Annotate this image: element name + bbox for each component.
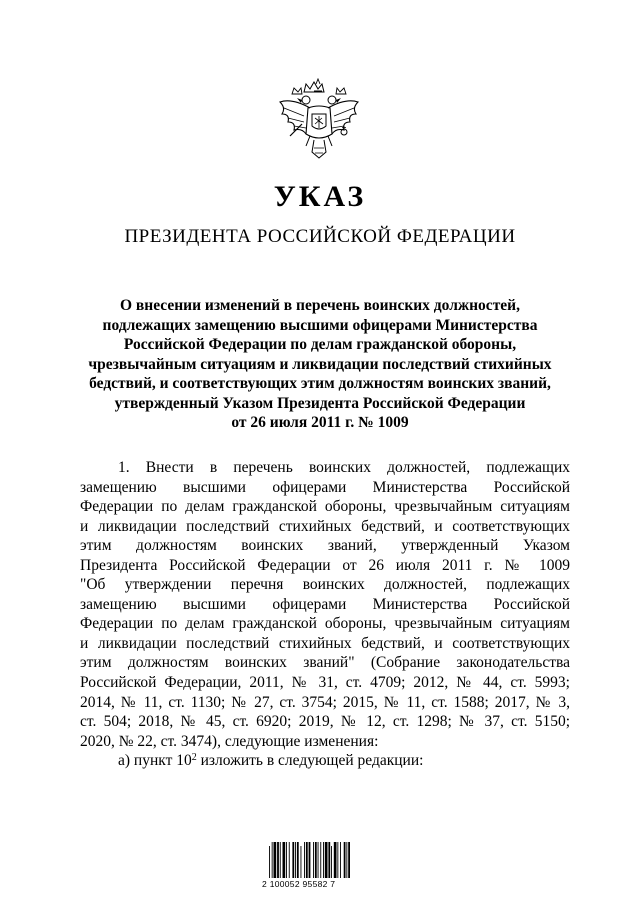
heading-line: Российской Федерации по делам гражданской обороны,: [123, 336, 517, 353]
body-line: и ликвидации последствий стихийных бедствий, и соответствующих: [80, 634, 570, 652]
barcode-image: [268, 842, 352, 878]
subitem-suffix: изложить в следующей редакции:: [196, 752, 424, 770]
barcode-bar: [348, 842, 350, 878]
body-line: 2014, № 11, ст. 1130; № 27, ст. 3754; 2015, № 11, ст. 1588; 2017, № 3,: [80, 693, 570, 711]
barcode-bar: [318, 842, 319, 878]
heading-line: подлежащих замещению высшими офицерами Министерства: [102, 316, 538, 334]
body-line: замещению высшими офицерами Министерства Российской: [80, 478, 570, 496]
subitem-line: [80, 751, 570, 771]
body-line: Федерации по делам гражданской обороны, чрезвычайным ситуациям: [80, 615, 570, 633]
barcode-bar: [309, 842, 311, 878]
heading-line: от 26 июля 2011 г. № 1009: [231, 414, 409, 431]
body-line: и ликвидации последствий стихийных бедствий, и соответствующих: [80, 517, 570, 535]
heading-line: бедствий, и соответствующих этим должностям воинских званий,: [89, 375, 551, 392]
barcode-bar: [277, 842, 279, 878]
barcode-bar: [315, 842, 317, 878]
decree-body: [80, 458, 570, 771]
barcode-bar: [313, 842, 314, 878]
barcode-bar: [325, 842, 328, 878]
barcode-bar: [286, 842, 287, 878]
body-line: Федерации по делам гражданской обороны, чрезвычайным ситуациям: [80, 498, 570, 516]
barcode-bar: [306, 842, 308, 878]
heading-line: утвержденный Указом Президента Российской Федерации: [114, 394, 526, 412]
barcode-bar: [304, 842, 305, 878]
body-line: этим должностям воинских званий, утвержденный Указом: [80, 537, 570, 555]
document-title: УКАЗ: [273, 180, 367, 213]
coat-of-arms-emblem: [270, 78, 368, 168]
barcode-bar: [289, 842, 290, 878]
subitem-superscript: 2: [191, 752, 197, 764]
barcode-bar: [295, 842, 296, 878]
barcode-bar: [297, 842, 299, 878]
barcode-bar: [320, 842, 321, 878]
barcode-bar: [328, 842, 330, 878]
subitem-prefix: а) пункт 10: [118, 752, 192, 770]
barcode-bar: [344, 842, 346, 878]
barcode-bar: [337, 842, 338, 878]
barcode-bar: [334, 842, 337, 878]
barcode-bar: [301, 846, 302, 878]
barcode-bar: [283, 842, 286, 878]
barcode-number: 2 100052 95582 7: [262, 879, 336, 889]
barcode-bar: [280, 842, 281, 878]
heading-line: О внесении изменений в перечень воинских должностей,: [120, 297, 520, 314]
barcode-bar: [346, 842, 347, 878]
body-line: 1. Внести в перечень воинских должностей, подлежащих: [118, 459, 570, 476]
barcode-bar: [323, 842, 324, 878]
body-line: замещению высшими офицерами Министерства Российской: [80, 595, 570, 613]
barcode-bar: [272, 842, 273, 878]
barcode-bar: [292, 842, 294, 878]
body-line: Президента Российской Федерации от 26 июля 2011 г. № 1009: [80, 556, 570, 574]
body-line: этим должностям воинских званий" (Собрание законодательства: [80, 654, 570, 672]
barcode-bar: [269, 846, 270, 878]
body-line: Российской Федерации, 2011, № 31, ст. 4709; 2012, № 44, ст. 5993;: [80, 674, 570, 692]
barcode-bar: [340, 842, 341, 878]
body-line: ст. 504; 2018, № 45, ст. 6920; 2019, № 12, ст. 1298; № 37, ст. 5150;: [80, 713, 570, 731]
decree-heading: [70, 296, 570, 433]
body-line: 2020, № 22, ст. 3474), следующие изменения:: [80, 732, 379, 750]
document-subtitle: ПРЕЗИДЕНТА РОССИЙСКОЙ ФЕДЕРАЦИИ: [124, 226, 516, 247]
body-line: "Об утверждении перечня воинских должностей, подлежащих: [80, 576, 570, 594]
heading-line: чрезвычайным ситуациям и ликвидации последствий стихийных: [88, 355, 552, 373]
barcode-bar: [274, 842, 277, 878]
barcode-bar: [331, 846, 332, 878]
